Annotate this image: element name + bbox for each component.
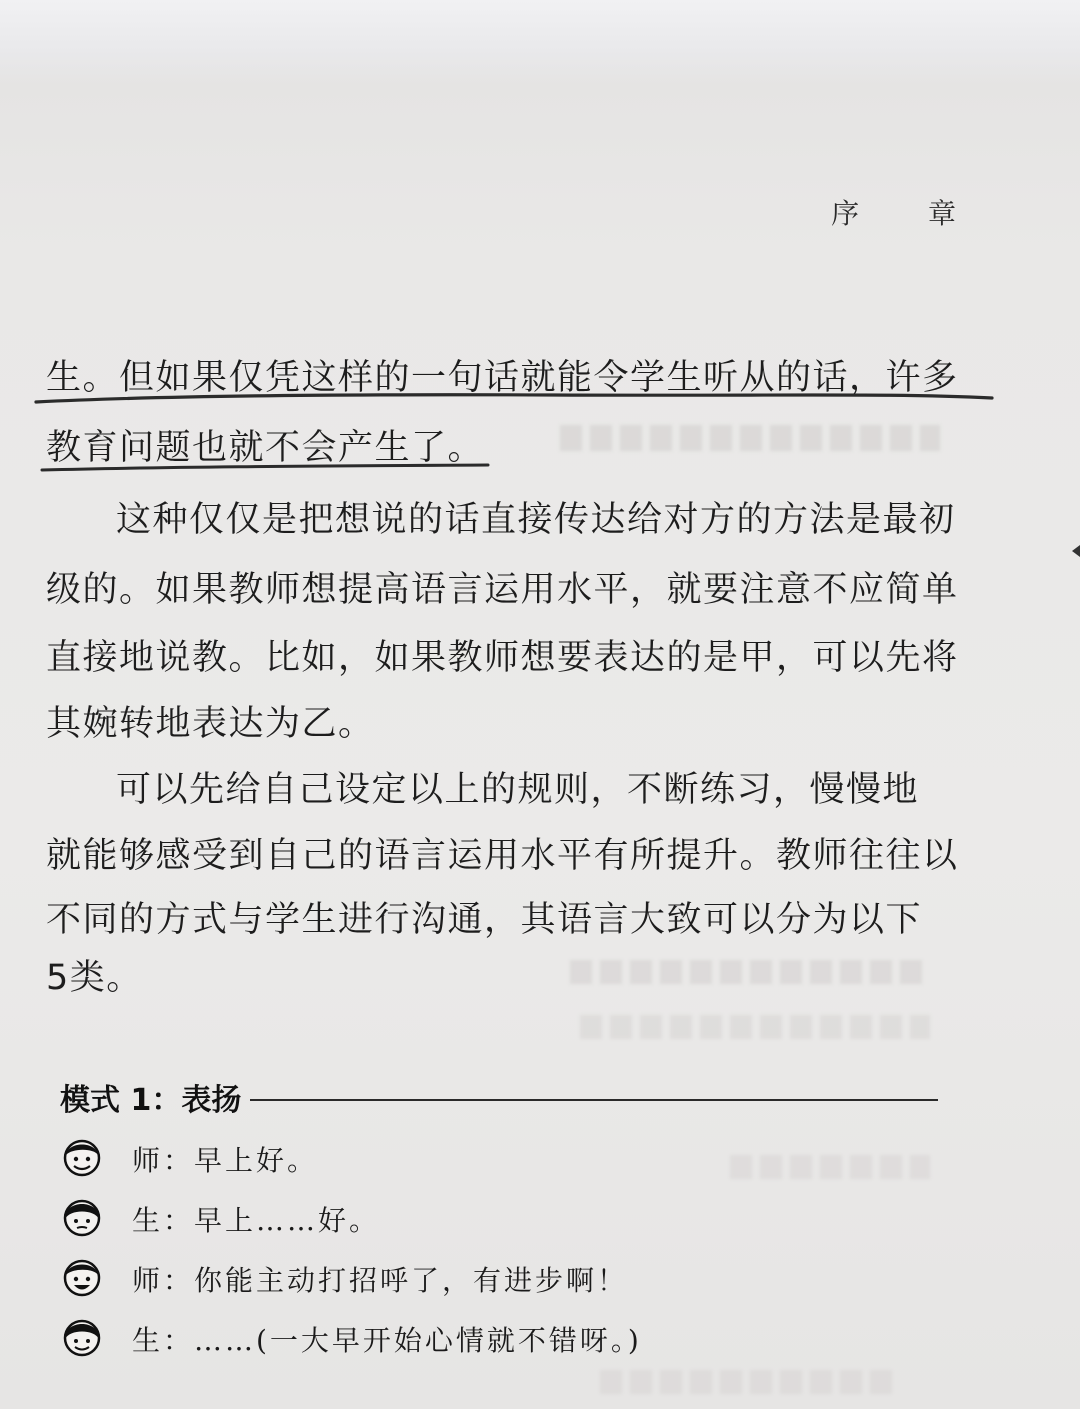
teacher-face-icon <box>60 1255 104 1299</box>
pen-underline <box>34 388 994 408</box>
dialog-line <box>60 1315 960 1367</box>
dialog-text: 生：早上……好。 <box>132 1204 381 1237</box>
heading-rule <box>250 1099 938 1101</box>
bleed-through-smudge <box>600 1370 900 1394</box>
text-line: 直接地说教。比如，如果教师想要表达的是甲，可以先将 <box>46 638 959 678</box>
text-line: 教育问题也就不会产生了。 <box>46 428 485 468</box>
student-face-icon <box>60 1195 104 1239</box>
text-line: 5类。 <box>46 958 143 998</box>
dialog-text: 师：早上好。 <box>132 1144 319 1177</box>
page-top-shadow <box>0 0 1080 85</box>
student-face-icon <box>60 1315 104 1359</box>
teacher-face-icon <box>60 1135 104 1179</box>
page-edge-mark <box>1072 545 1080 557</box>
text-line: 这种仅仅是把想说的话直接传达给对方的方法是最初 <box>116 500 956 540</box>
dialog-line <box>60 1195 960 1247</box>
text-line: 可以先给自己设定以上的规则，不断练习，慢慢地 <box>116 770 920 810</box>
text-line: 其婉转地表达为乙。 <box>46 704 375 744</box>
text-line: 就能够感受到自己的语言运用水平有所提升。教师往往以 <box>46 836 959 876</box>
running-header: 序 章 <box>831 197 986 230</box>
pen-underline <box>40 458 490 478</box>
text-line: 级的。如果教师想提高语言运用水平，就要注意不应简单 <box>46 570 959 610</box>
dialog-line <box>60 1135 960 1187</box>
text-line: 不同的方式与学生进行沟通，其语言大致可以分为以下 <box>46 900 923 940</box>
dialog-line <box>60 1255 960 1307</box>
text-line: 生。但如果仅凭这样的一句话就能令学生听从的话，许多 <box>46 358 959 398</box>
pattern-heading: 模式 1：表扬 <box>60 1083 242 1118</box>
dialog-text: 生：……(一大早开始心情就不错呀。) <box>132 1324 642 1357</box>
dialog-text: 师：你能主动打招呼了，有进步啊！ <box>132 1264 629 1297</box>
bleed-through-smudge <box>580 1015 930 1039</box>
